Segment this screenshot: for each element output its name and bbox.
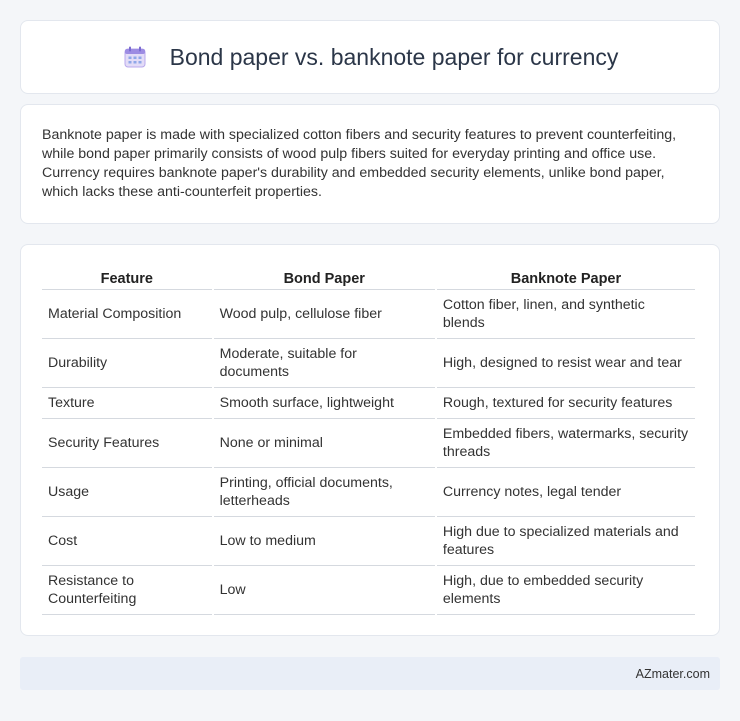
calendar-icon [122, 44, 148, 70]
table-row [42, 566, 695, 615]
banknote-paper-cell: Cotton fiber, linen, and synthetic blends [437, 290, 695, 339]
bond-paper-cell: Smooth surface, lightweight [214, 388, 435, 419]
bond-paper-cell: None or minimal [214, 419, 435, 468]
table-row [42, 419, 695, 468]
banknote-paper-cell: High, due to embedded security elements [437, 566, 695, 615]
feature-cell: Resistance to Counterfeiting [42, 566, 212, 615]
table-row [42, 290, 695, 339]
feature-cell: Cost [42, 517, 212, 566]
banknote-paper-cell: Embedded fibers, watermarks, security threads [437, 419, 695, 468]
comparison-table [40, 265, 697, 615]
table-row [42, 517, 695, 566]
intro-paragraph: Banknote paper is made with specialized cotton fibers and security features to prevent counterfeiting, while bond paper primarily consists of wood pulp fibers suited for everyday printing and office use. Currency requires banknote paper's durability and embedded security elements, unlike bond paper, which lacks these anti-counterfeit properties. [42, 127, 677, 200]
intro-card [20, 104, 720, 224]
table-header-row [42, 265, 695, 290]
bond-paper-cell: Moderate, suitable for documents [214, 339, 435, 388]
feature-cell: Material Composition [42, 290, 212, 339]
banknote-paper-cell: Currency notes, legal tender [437, 468, 695, 517]
bond-paper-cell: Low [214, 566, 435, 615]
footer-bar [20, 657, 720, 690]
table-row [42, 339, 695, 388]
bond-paper-cell: Printing, official documents, letterheads [214, 468, 435, 517]
feature-cell: Security Features [42, 419, 212, 468]
feature-cell: Texture [42, 388, 212, 419]
page-title: Bond paper vs. banknote paper for currency [169, 43, 619, 70]
footer-site-name: AZmater.com [635, 666, 710, 681]
column-header-banknote-paper: Banknote Paper [437, 265, 695, 290]
bond-paper-cell: Low to medium [214, 517, 435, 566]
feature-cell: Durability [42, 339, 212, 388]
banknote-paper-cell: Rough, textured for security features [437, 388, 695, 419]
banknote-paper-cell: High due to specialized materials and features [437, 517, 695, 566]
table-row [42, 468, 695, 517]
table-row [42, 388, 695, 419]
feature-cell: Usage [42, 468, 212, 517]
title-card [20, 20, 720, 94]
comparison-table-card [20, 244, 720, 636]
banknote-paper-cell: High, designed to resist wear and tear [437, 339, 695, 388]
column-header-bond-paper: Bond Paper [214, 265, 435, 290]
column-header-feature: Feature [42, 265, 212, 290]
bond-paper-cell: Wood pulp, cellulose fiber [214, 290, 435, 339]
